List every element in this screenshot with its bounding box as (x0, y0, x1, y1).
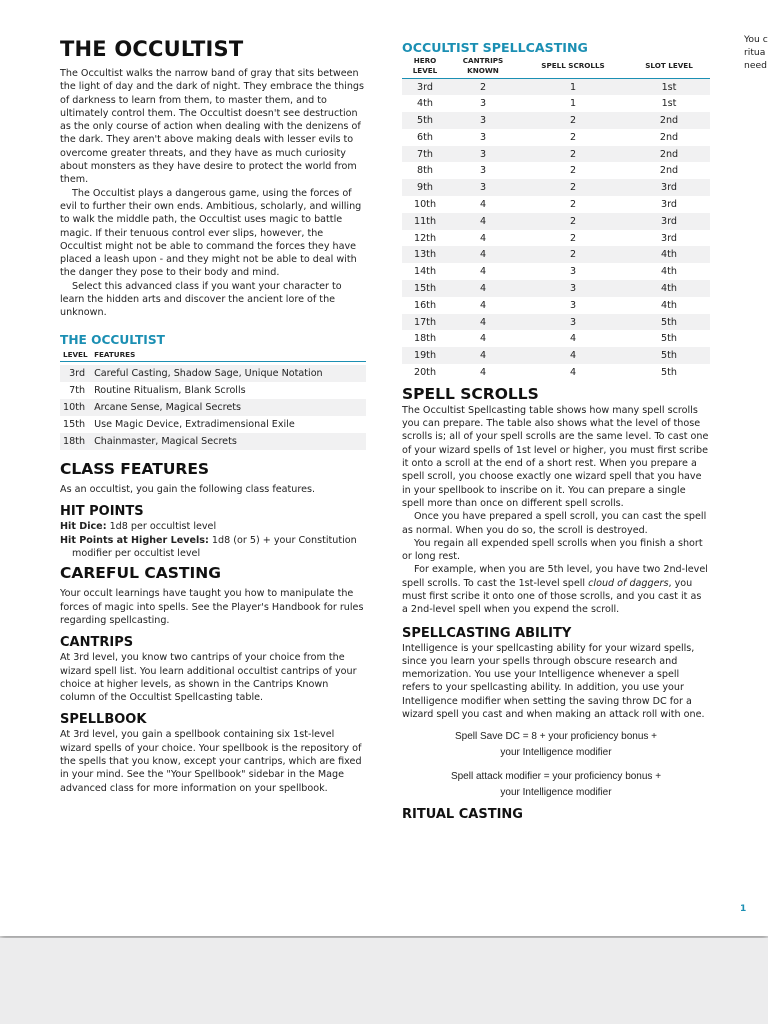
features-cell: Use Magic Device, Extradimensional Exile (94, 419, 295, 431)
hero-level-cell: 20th (413, 366, 437, 378)
spell-save-dc-formula (402, 729, 710, 761)
table-row (402, 179, 710, 196)
table-row (402, 129, 710, 146)
slot-level-cell: 4th (661, 266, 677, 278)
page-title: THE OCCULTIST (60, 37, 244, 61)
cantrips-cell: 4 (448, 246, 518, 263)
hit-dice-line (60, 520, 366, 533)
hero-level-cell: 15th (402, 280, 448, 297)
slot-level-cell: 2nd (659, 131, 679, 143)
hero-level-cell: 6th (417, 131, 433, 143)
hit-points-heading: HIT POINTS (60, 504, 144, 520)
features-cell: Arcane Sense, Magical Secrets (91, 399, 366, 416)
table-row (60, 399, 366, 416)
spell-scrolls-paragraph-4 (402, 563, 710, 616)
cantrips-cell: 4 (479, 333, 487, 345)
cantrips-text: At 3rd level, you know two cantrips of your choice from the wizard spell list. You learn additional occultist cantrips of your choice at higher levels, as shown in the Cantrips Known column of the Occultist Spellcasting table. (60, 652, 357, 704)
col-header-cantrips-known: CANTRIPS KNOWN (448, 56, 518, 79)
table-row (60, 382, 366, 399)
table-row (402, 297, 710, 314)
cantrips-cell: 3 (479, 131, 487, 143)
col-header-features: FEATURES (91, 350, 366, 362)
slot-level-cell: 4th (628, 280, 710, 297)
table-row (402, 263, 710, 280)
slot-level-cell: 2nd (659, 165, 679, 177)
spellcasting-ability-heading: SPELLCASTING ABILITY (402, 625, 572, 641)
cantrips-cell: 3 (448, 179, 518, 196)
col-header-level: LEVEL (60, 350, 91, 362)
occultist-table-title: THE OCCULTIST (60, 332, 165, 347)
hit-dice-label: Hit Dice: (60, 521, 107, 533)
peek-line: need (744, 60, 767, 72)
cantrips-cell: 3 (479, 165, 487, 177)
hero-level-cell: 16th (413, 299, 437, 311)
table-row (402, 146, 710, 163)
spell-scrolls-paragraph-2: Once you have prepared a spell scroll, you can cast the spell as normal. When you do so, the scroll is destroyed. (402, 511, 707, 536)
spell-scrolls-cell: 4 (569, 333, 577, 345)
hero-level-cell: 11th (402, 213, 448, 230)
class-features-text: As an occultist, you gain the following class features. (60, 484, 316, 496)
features-cell: Careful Casting, Shadow Sage, Unique Notation (91, 365, 366, 382)
cantrips-cell: 3 (448, 112, 518, 129)
spell-scrolls-cell: 4 (569, 366, 577, 378)
features-cell: Routine Ritualism, Blank Scrolls (94, 385, 246, 397)
cantrips-cell: 4 (479, 198, 487, 210)
slot-level-cell: 4th (661, 299, 677, 311)
example-text-start: For example, when you are 5th level, you have two 2nd-level spell scrolls. To cast the 1st-level spell (402, 564, 708, 589)
spell-scrolls-cell: 1 (518, 79, 628, 96)
hero-level-cell: 12th (413, 232, 437, 244)
spell-scrolls-paragraph-3: You regain all expended spell scrolls when you finish a short or long rest. (402, 537, 703, 563)
hero-level-cell: 3rd (402, 79, 448, 96)
intro-paragraph-2: The Occultist plays a dangerous game, using the forces of evil to further their own ends. Ambitious, scholarly, and willing to walk the middle path, the Occultist uses magic to battle magic. If their tenuous control ever slips, however, the Occultist might not be able to command the forces they have placed a leash upon - and they might not be able to deal with the danger they pose to their body and mind. (60, 187, 362, 279)
careful-casting-heading: CAREFUL CASTING (60, 564, 221, 583)
spell-attack-text-2: your Intelligence modifier (500, 787, 612, 799)
level-cell: 10th (60, 399, 91, 416)
table-row (402, 230, 710, 247)
slot-level-cell: 4th (628, 246, 710, 263)
slot-level-cell: 3rd (628, 179, 710, 196)
slot-level-cell: 3rd (661, 198, 677, 210)
viewer-background (0, 938, 768, 1024)
cantrips-cell: 4 (479, 266, 487, 278)
hero-level-cell: 8th (417, 165, 433, 177)
peek-line: ritua (744, 47, 766, 59)
spell-name-italic: cloud of daggers (588, 577, 669, 589)
spell-scrolls-cell: 2 (569, 232, 577, 244)
table-row (402, 347, 710, 364)
spellcasting-table (402, 56, 710, 381)
table-row (60, 365, 366, 382)
cantrips-cell: 3 (448, 146, 518, 163)
cantrips-cell: 4 (448, 280, 518, 297)
col-header-spell-scrolls: SPELL SCROLLS (518, 56, 628, 79)
hp-higher-label: Hit Points at Higher Levels: (60, 534, 209, 546)
intro-paragraph-3: Select this advanced class if you want your character to learn the hidden arts and discover the ancient lore of the unknown. (60, 280, 342, 319)
col-header-slot-level: SLOT LEVEL (628, 56, 710, 79)
hero-level-cell: 13th (402, 246, 448, 263)
slot-level-cell: 3rd (628, 213, 710, 230)
col-header-hero-level: HERO LEVEL (402, 56, 448, 79)
table-row (402, 79, 710, 96)
spell-scrolls-cell: 3 (569, 266, 577, 278)
level-cell: 15th (63, 419, 86, 431)
hero-level-cell: 10th (413, 198, 437, 210)
peek-line: You c (744, 34, 768, 45)
spell-scrolls-cell: 1 (569, 98, 577, 110)
spell-scrolls-heading: SPELL SCROLLS (402, 384, 539, 403)
table-row (402, 95, 710, 112)
spell-scrolls-cell: 2 (518, 179, 628, 196)
spellcasting-ability-text: Intelligence is your spellcasting ability for your wizard spells, since you learn your spells through obscure research and memorization. You use your Intelligence whenever a spell refers to your spellcasting ability. In addition, you use your Intelligence modifier when setting the saving throw DC for a wizard spell you cast and when making an attack roll with one. (402, 642, 705, 721)
slot-level-cell: 2nd (628, 112, 710, 129)
level-cell: 3rd (60, 365, 91, 382)
left-column (60, 36, 366, 795)
spell-save-dc-label: Spell Save DC (454, 731, 520, 743)
hero-level-cell: 5th (402, 112, 448, 129)
spell-attack-label: Spell attack modifier (450, 771, 541, 783)
spell-scrolls-cell: 2 (518, 246, 628, 263)
table-row (402, 162, 710, 179)
spellcasting-table-title: OCCULTIST SPELLCASTING (402, 40, 588, 55)
slot-level-cell: 5th (661, 333, 677, 345)
spell-scrolls-cell: 3 (569, 299, 577, 311)
cantrips-cell: 4 (448, 314, 518, 331)
cantrips-cell: 3 (479, 98, 487, 110)
slot-level-cell: 5th (628, 347, 710, 364)
level-cell: 7th (69, 385, 86, 397)
cantrips-cell: 4 (448, 213, 518, 230)
hero-level-cell: 19th (402, 347, 448, 364)
table-row (402, 314, 710, 331)
ritual-casting-heading: RITUAL CASTING (402, 807, 523, 823)
spell-scrolls-paragraph-1: The Occultist Spellcasting table shows how many spell scrolls you can prepare. The table also shows what the level of those scrolls is; all of your spell scrolls are the same level. To cast one of your wizard spells of 1st level or higher, you must first scribe it onto a scroll at the end of a short rest. When you prepare a spell scroll, you choose exactly one wizard spell that you have in your spellbook to inscribe on it. You can prepare a single spell more than once on different spell scrolls. (402, 404, 709, 509)
cantrips-cell: 4 (479, 299, 487, 311)
spell-scrolls-cell: 2 (518, 112, 628, 129)
cantrips-cell: 2 (448, 79, 518, 96)
spellbook-text: At 3rd level, you gain a spellbook containing six 1st-level wizard spells of your choice. Your spellbook is the repository of the spells that you know, except your cantrips, which are fixed in your mind. See the "Your Spellbook" sidebar in the Mage advanced class for more information on your spellbook. (60, 729, 362, 794)
spell-scrolls-cell: 2 (518, 146, 628, 163)
spellcasting-table-body (402, 79, 710, 381)
spell-scrolls-cell: 2 (569, 198, 577, 210)
spell-attack-formula (402, 769, 710, 801)
table-row (402, 280, 710, 297)
hero-level-cell: 14th (413, 266, 437, 278)
table-row (402, 246, 710, 263)
hero-level-cell: 17th (402, 314, 448, 331)
spell-save-dc-text: = 8 + your proficiency bonus + (520, 731, 658, 743)
hp-higher-text: 1d8 (or 5) + your Constitution modifier per occultist level (72, 534, 357, 560)
slot-level-cell: 2nd (628, 146, 710, 163)
cantrips-cell: 4 (479, 232, 487, 244)
table-row (60, 416, 366, 433)
occultist-level-table (60, 350, 366, 451)
middle-column (402, 40, 710, 823)
level-cell: 18th (60, 433, 91, 450)
spell-scrolls-cell: 4 (518, 347, 628, 364)
hero-level-cell: 4th (417, 98, 433, 110)
intro-paragraph-1: The Occultist walks the narrow band of gray that sits between the light of day and the dark of night. They embrace the things of darkness to learn from them, to master them, and to ultimately control them. The Occultist doesn't see destruction as the only course of action when dealing with the denizens of the dark. They aren't above making deals with lesser evils to overcome greater threats, and they have as much curiosity about monsters as they have desire to protect the world from them. (60, 68, 365, 186)
spell-scrolls-cell: 2 (518, 213, 628, 230)
table-row (60, 433, 366, 450)
table-row (402, 330, 710, 347)
cantrips-cell: 4 (448, 347, 518, 364)
spell-scrolls-cell: 2 (569, 131, 577, 143)
table-row (402, 112, 710, 129)
spell-save-dc-text-2: your Intelligence modifier (500, 747, 612, 759)
slot-level-cell: 1st (628, 79, 710, 96)
spell-scrolls-cell: 3 (518, 314, 628, 331)
hero-level-cell: 7th (402, 146, 448, 163)
careful-casting-text: Your occult learnings have taught you how to manipulate the forces of magic into spells. See the Player's Handbook for rules regarding spellcasting. (60, 588, 364, 626)
slot-level-cell: 5th (628, 314, 710, 331)
table-row (402, 364, 710, 381)
spellbook-heading: SPELLBOOK (60, 712, 147, 728)
slot-level-cell: 1st (661, 98, 677, 110)
hero-level-cell: 9th (402, 179, 448, 196)
slot-level-cell: 5th (661, 366, 677, 378)
spell-scrolls-cell: 2 (569, 165, 577, 177)
cantrips-cell: 4 (479, 366, 487, 378)
table-row (402, 196, 710, 213)
example-text-end: , you must first scribe it onto one of those scrolls, and you cast it as a 2nd-level spell when you expend the scroll. (402, 577, 702, 616)
features-cell: Chainmaster, Magical Secrets (91, 433, 366, 450)
slot-level-cell: 3rd (661, 232, 677, 244)
spell-scrolls-cell: 3 (518, 280, 628, 297)
cantrips-heading: CANTRIPS (60, 635, 134, 651)
hit-dice-text: 1d8 per occultist level (106, 521, 217, 533)
next-column-peek (744, 33, 768, 73)
page-number: 1 (740, 904, 747, 914)
spell-attack-text: = your proficiency bonus + (540, 771, 662, 783)
table-row (402, 213, 710, 230)
class-features-heading: CLASS FEATURES (60, 460, 210, 479)
hp-higher-line (60, 534, 366, 561)
hero-level-cell: 18th (413, 333, 437, 345)
